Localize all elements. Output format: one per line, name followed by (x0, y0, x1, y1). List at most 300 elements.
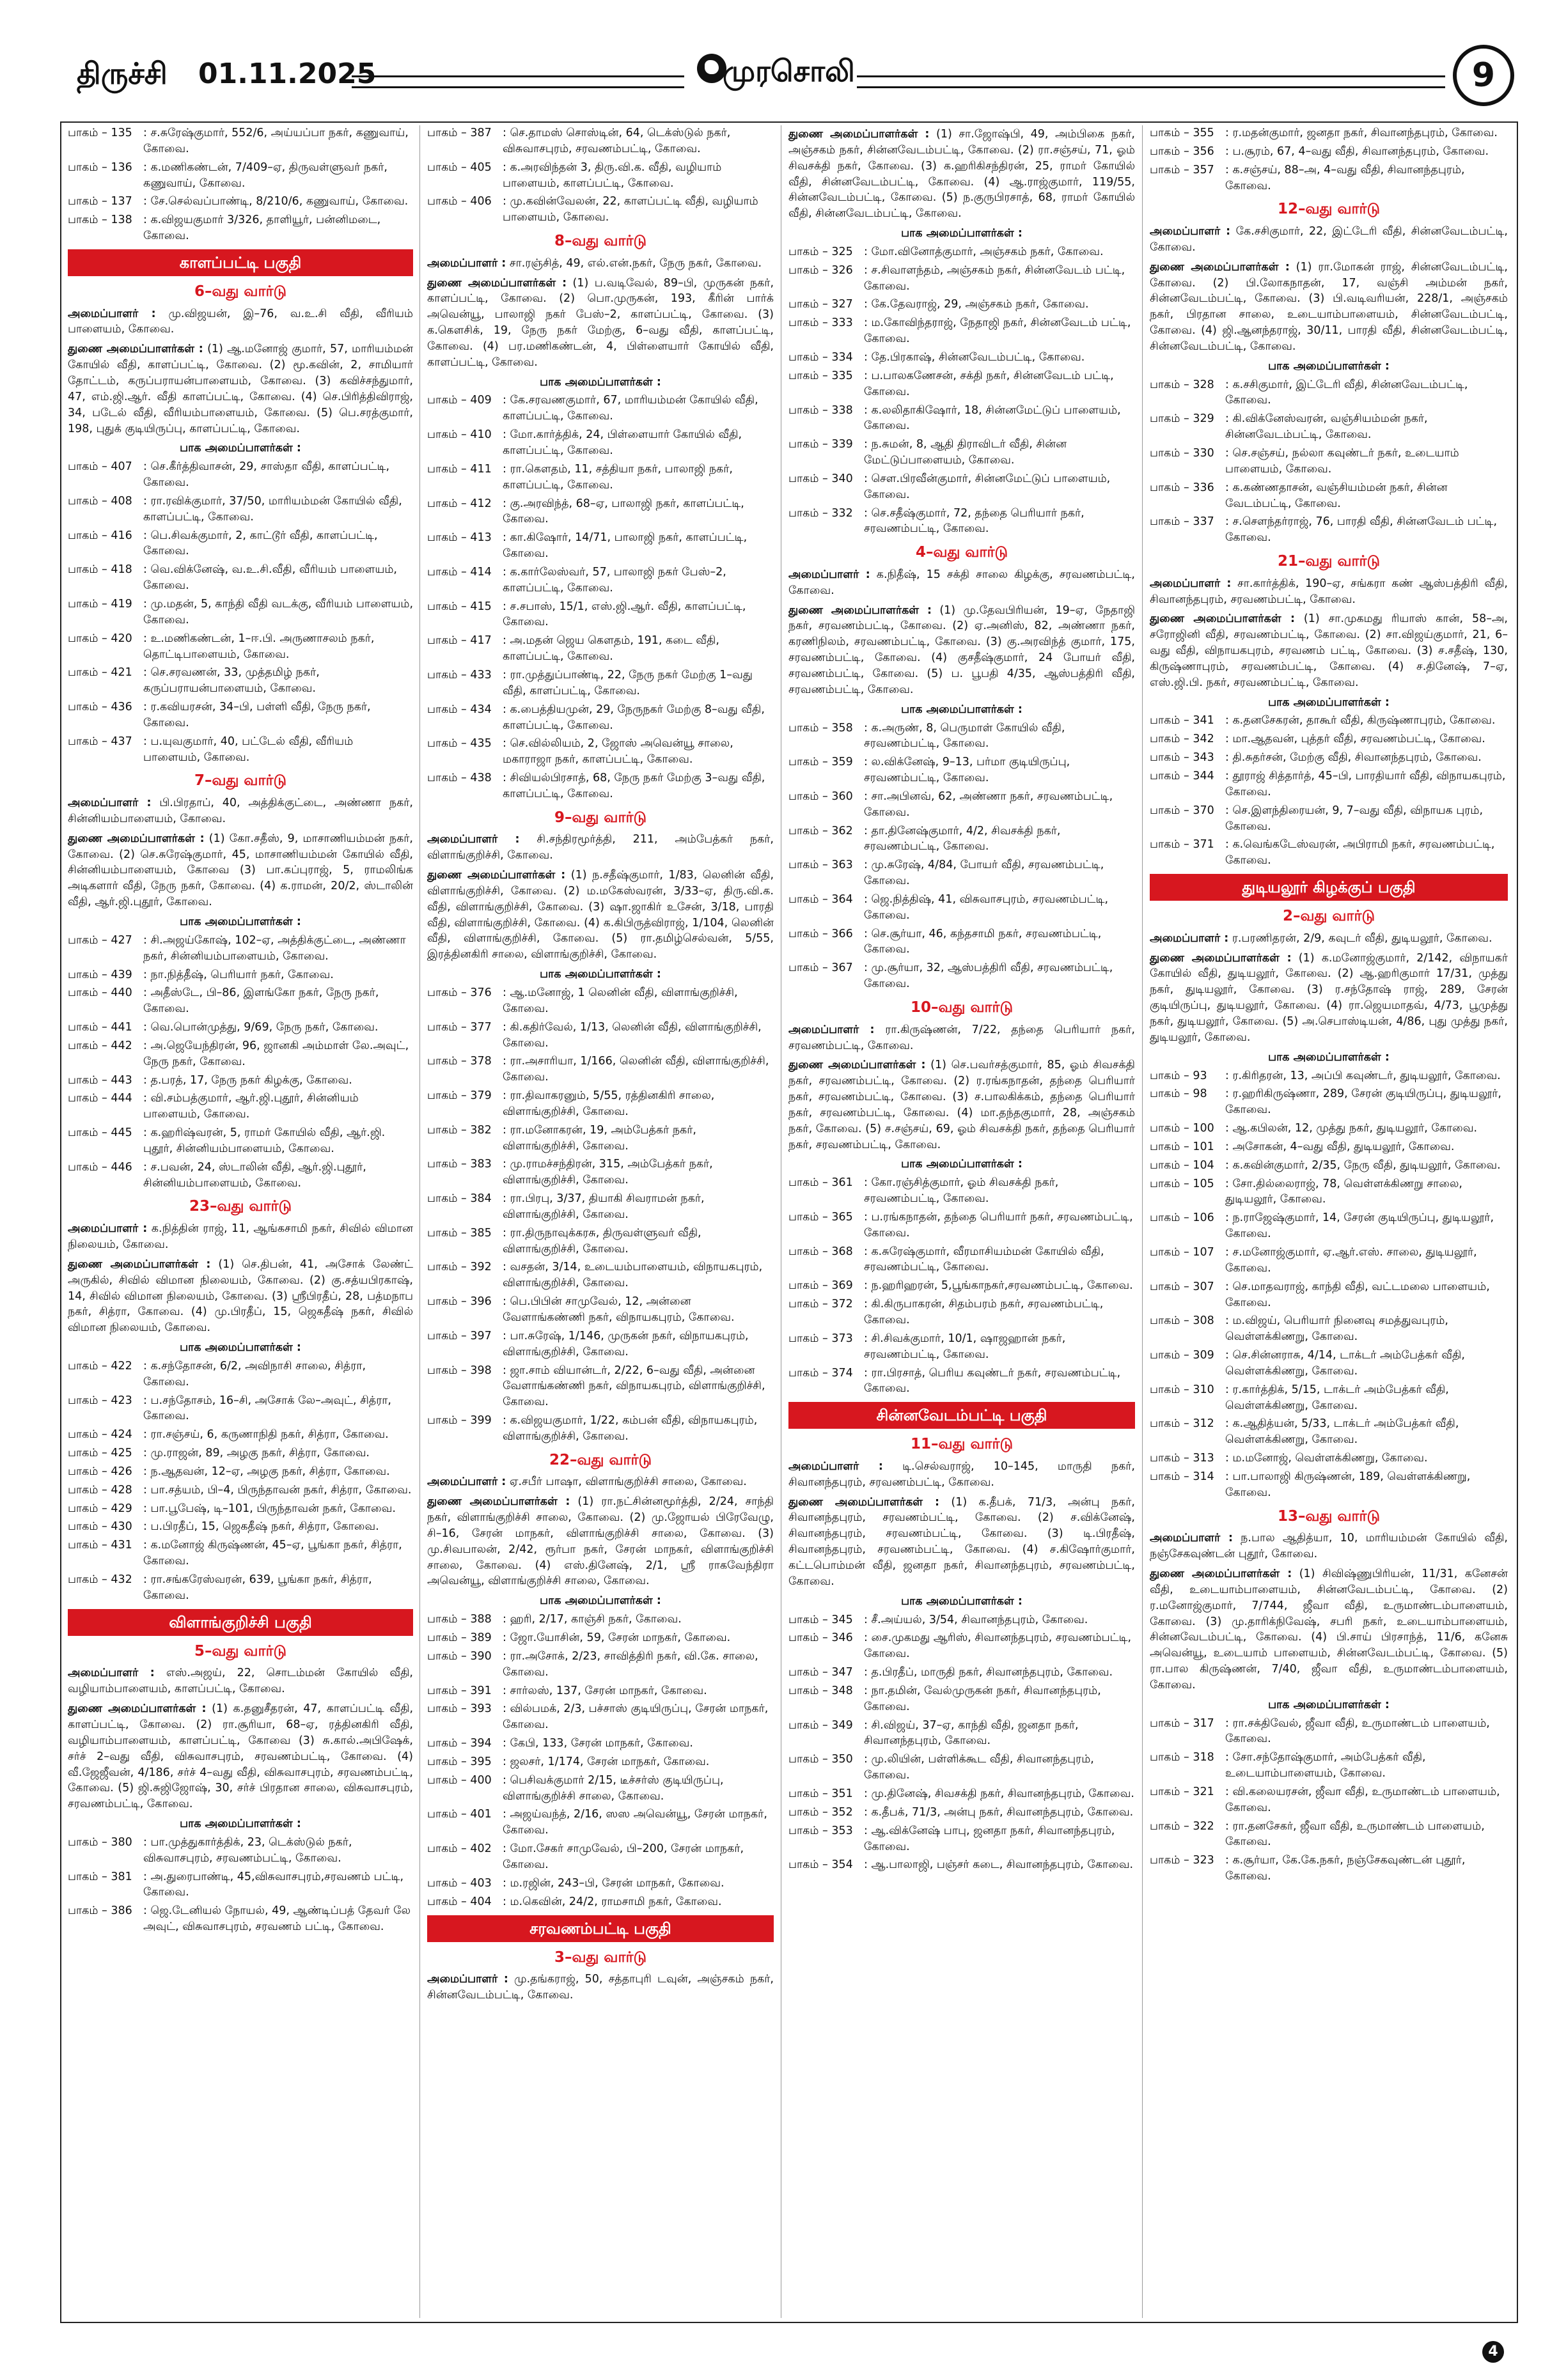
role-details: (1) செ.பவர்சத்குமார், 85, ஓம் சிவசக்தி நகர், சரவணம்பட்டி, கோவை. (2) ர.ரங்கநாதன், தந்தை பெரியார் நகர், சரவணம்பட்டி, கோவை. (3) ச.பாலகிக்கம், தந்தை பெரியார் நகர், சரவணம்பட்டி, கோவை. (4) மா.தந்தகுமார், 28, அஞ்சகம் நகர், கோவை. (5) ச.சஞ்சய், 69, ஓம் சிவசக்தி நகர், தந்தை பெரியார் நகர், சரவணம்பட்டி, கோவை. (788, 1059, 1135, 1151)
booth-number: பாகம் – 308 (1150, 1314, 1214, 1328)
booth-number: பாகம் – 427 (68, 933, 132, 947)
booth-number: பாகம் – 442 (68, 1039, 132, 1052)
booth-entry (1150, 144, 1508, 160)
booth-number: பாகம் – 329 (1150, 412, 1214, 426)
booth-entry (1150, 125, 1508, 141)
booth-entry (1150, 1750, 1508, 1782)
role-label: அமைப்பாளர் : (68, 1222, 148, 1236)
booth-entry (427, 194, 774, 226)
booth-coordinator: : ப.பிரதீப், 15, ஜெகதீஷ் நகர், சித்ரா, கோவை. (143, 1520, 379, 1534)
booth-entry (1150, 731, 1508, 747)
booth-number: பாகம் – 352 (788, 1805, 853, 1819)
booth-entry (427, 462, 774, 494)
booth-entry (68, 1835, 413, 1867)
booth-entry (427, 599, 774, 631)
booth-entry (68, 1482, 413, 1498)
booth-number: பாகம் – 364 (788, 892, 853, 906)
booth-number: பாகம் – 93 (1150, 1069, 1207, 1082)
column-divider (419, 125, 420, 2318)
booth-entry (427, 125, 774, 157)
organizer-paragraph (427, 1972, 774, 2003)
organizer-paragraph (788, 1057, 1135, 1153)
booth-subheading: பாக அமைப்பாளர்கள் : (540, 1594, 661, 1608)
booth-coordinator: : சிவியல்பிரசாத், 68, நேரு நகர் மேற்கு 3–வது வீதி, காளப்பட்டி, கோவை. (503, 772, 765, 800)
organizer-paragraph (1150, 1566, 1508, 1693)
booth-number: பாகம் – 429 (68, 1502, 132, 1515)
booth-coordinator: : க.சஞ்சய், 88–அ, 4–வது வீதி, சிவானந்தபுரம், கோவை. (1225, 163, 1465, 192)
booth-entry (427, 1841, 774, 1873)
booth-number: பாகம் – 330 (1150, 447, 1214, 460)
booth-entry (788, 471, 1135, 503)
booth-coordinator: : அ.மதன் ஜெய கௌதம், 191, கடை வீதி, காளப்பட்டி, கோவை. (503, 634, 719, 664)
booth-coordinator: : ரா.திவாகரனும், 5/55, ரத்தினகிரி சாலை, விளாங்குறிச்சி, கோவை. (503, 1089, 715, 1118)
booth-coordinator: : ஜெ.நித்திஷ், 41, விசுவாசபுரம், சரவணம்பட்டி, கோவை. (864, 892, 1109, 922)
booth-number: பாகம் – 387 (427, 127, 492, 139)
booth-number: பாகம் – 313 (1150, 1452, 1214, 1465)
booth-number: பாகம் – 438 (427, 772, 492, 785)
booth-entry (788, 506, 1135, 538)
booth-entry (1150, 803, 1508, 835)
booth-number: பாகம் – 358 (788, 721, 853, 735)
role-details: (1) ப.வடிவேல், 89–பி, முருகன் நகர், காளப்பட்டி, கோவை. (2) பொ.முருகன், 193, கீரின் பார்க் அவென்யூ, பாலாஜி நகர் பேஸ்–2, காளப்பட்டி, கோவை. (3) க.கௌசிக், 19, நேரு நகர் மேற்கு, 6–வது வீதி, காளப்பட்டி, கோவை. (4) பர.மணிகண்டன், 4, பிள்ளையார் கோயில் வீதி, காளப்பட்டி, கோவை. (427, 276, 774, 369)
booth-number: பாகம் – 431 (68, 1539, 132, 1552)
booth-number: பாகம் – 428 (68, 1483, 132, 1497)
booth-number: பாகம் – 425 (68, 1447, 132, 1460)
role-label: அமைப்பாளர் : (1150, 577, 1232, 590)
booth-coordinator: : மு.மதன், 5, காந்தி வீதி வடக்கு, வீரியம் பாளையம், கோவை. (143, 597, 413, 626)
booth-entry (1150, 1853, 1508, 1885)
booth-coordinator: : சை.முகமது ஆரிஸ், சிவானந்தபுரம், சரவணம்பட்டி, கோவை. (864, 1631, 1132, 1661)
role-details: சா.ரஞ்சித், 49, எல்.என்.நகர், நேரு நகர், கோவை. (506, 256, 762, 270)
role-details: (1) க.தீபக், 71/3, அன்பு நகர், சிவானந்தபுரம், சரவணம்பட்டி, கோவை. (2) ச.விக்னேஷ், சிவானந்தபுரம், சரவணம்பட்டி, கோவை. (3) டி.பிரதீஷ், சிவானந்தபுரம், சரவணம்பட்டி, கோவை. (4) ச.கிஷோர்குமார், கட்டபொம்மன் வீதி, ஜனதா நகர், சிவானந்தபுரம், சரவணம்பட்டி, கோவை. (788, 1495, 1135, 1588)
booth-number: பாகம் – 328 (1150, 378, 1214, 391)
organizer-paragraph (1150, 260, 1508, 355)
role-label: அமைப்பாளர் : (788, 1023, 875, 1036)
booth-entry (68, 1393, 413, 1425)
booth-number: பாகம் – 335 (788, 369, 853, 382)
booth-coordinator: : ச.சுரேஷ்குமார், 552/6, அய்யப்பா நகர், கணுவாய், கோவை. (143, 127, 409, 155)
booth-entry (427, 1701, 774, 1733)
booth-number: பாகம் – 322 (1150, 1819, 1214, 1833)
booth-entry (68, 631, 413, 663)
booth-entry (1150, 514, 1508, 546)
booth-subheading: பாக அமைப்பாளர்கள் : (540, 968, 661, 981)
role-details: எஸ்.அஜய், 22, சொடம்மன் கோயில் வீதி, வழியாம்பாளையம், காளப்பட்டி, கோவை. (68, 1667, 413, 1696)
booth-coordinator: : சார்லஸ், 137, சேரன் மாநகர், கோவை. (503, 1684, 707, 1697)
ward-heading: 13–வது வார்டு (1277, 1507, 1381, 1525)
booth-coordinator: : க.சுரேஷ்குமார், வீரமாசியம்மன் கோயில் வீதி, சரவணம்பட்டி, கோவை. (864, 1245, 1104, 1274)
booth-subheading: பாக அமைப்பாளர்கள் : (1268, 696, 1390, 709)
role-details: பி.பிரதாப், 40, அத்திக்குட்டை, அண்ணா நகர், சின்னியம்பாளையம், கோவை. (68, 797, 413, 825)
booth-entry (68, 1903, 413, 1935)
booth-number: பாகம் – 413 (427, 531, 492, 545)
role-label: துணை அமைப்பாளர்கள் : (788, 603, 932, 617)
role-label: அமைப்பாளர் : (427, 256, 506, 270)
booth-entry (1150, 1121, 1508, 1137)
booth-number: பாகம் – 380 (68, 1835, 132, 1849)
booth-number: பாகம் – 416 (68, 529, 132, 542)
booth-coordinator: : சி.அஜய்கோஷ், 102–ஏ, அத்திக்குட்டை, அண்ணா நகர், சின்னியம்பாளையம், கோவை. (143, 933, 406, 963)
booth-coordinator: : ப.ரங்கநாதன், தந்தை பெரியார் நகர், சரவணம்பட்டி, கோவை. (864, 1210, 1133, 1240)
booth-coordinator: : க.கண்ணதாசன், வஞ்சியம்மன் நகர், சின்ன வேடம்பட்டி, கோவை. (1225, 481, 1448, 510)
booth-subheading: பாக அமைப்பாளர்கள் : (1268, 1050, 1390, 1064)
booth-number: பாகம் – 312 (1150, 1417, 1214, 1431)
booth-coordinator: : சோ.சந்தோஷ்குமார், அம்பேத்கர் வீதி, உடையாம்பாளையம், கோவை. (1225, 1751, 1426, 1780)
booth-number: பாகம் – 339 (788, 438, 853, 451)
role-label: துணை அமைப்பாளர்கள் : (68, 1257, 211, 1271)
booth-number: பாகம் – 397 (427, 1329, 492, 1342)
booth-number: பாகம் – 347 (788, 1666, 853, 1679)
booth-entry (788, 823, 1135, 855)
booth-number: பாகம் – 310 (1150, 1383, 1214, 1396)
booth-number: பாகம் – 360 (788, 789, 853, 803)
booth-number: பாகம் – 371 (1150, 838, 1214, 852)
booth-number: பாகம் – 346 (788, 1631, 853, 1645)
booth-coordinator: : கி.கிருபாகரன், சிதம்பரம் நகர், சரவணம்பட்டி, கோவை. (864, 1298, 1104, 1326)
booth-number: பாகம் – 357 (1150, 163, 1214, 176)
booth-entry (1150, 768, 1508, 800)
booth-number: பாகம் – 345 (788, 1613, 853, 1626)
booth-entry (788, 754, 1135, 786)
booth-coordinator: : ஆ.விக்னேஷ் பாபு, ஜனதா நகர், சிவானந்தபுரம், கோவை. (864, 1824, 1115, 1853)
organizer-paragraph (427, 276, 774, 371)
role-details: (1) ந.சதீஷ்குமார், 1/83, லெனின் வீதி, விளாங்குறிச்சி, கோவை. (2) ம.மகேஸ்வரன், 3/33–ஏ, திரு.வி.க. வீதி, விளாங்குறிச்சி, கோவை. (3) ஷா.ஜாகிர் உசேன், 3/18, பாரதி வீதி, விளாங்குறிச்சி, கோவை. (4) க.கிபிருத்விராஜ், 1/104, லெனின் வீதி, விளாங்குறிச்சி, கோவை. (5) ரா.தமிழ்செல்வன், 5/55, இரத்தினகிரி சாலை, விளாங்குறிச்சி, கோவை. (427, 869, 774, 961)
booth-entry (427, 736, 774, 768)
booth-entry (427, 1612, 774, 1628)
booth-coordinator: : ந.ராஜேஷ்குமார், 14, சேரன் குடியிருப்பு, துடியலூர், கோவை. (1225, 1211, 1494, 1241)
booth-entry (68, 125, 413, 157)
booth-coordinator: : மு.சுரேஷ், 4/84, போயர் வீதி, சரவணம்பட்டி, கோவை. (864, 859, 1104, 888)
booth-coordinator: : மு.ராமச்சந்திரன், 315, அம்பேத்கர் நகர், விளாங்குறிச்சி, கோவை. (503, 1158, 713, 1187)
booth-number: பாகம் – 437 (68, 735, 132, 748)
booth-number: பாகம் – 372 (788, 1298, 853, 1311)
booth-coordinator: : மோ.வினோத்குமார், அஞ்சகம் நகர், கோவை. (864, 245, 1104, 258)
role-details: க.நிதீஷ், 15 சக்தி சாலை கிழக்கு, சரவணம்பட்டி, கோவை. (788, 568, 1135, 597)
booth-number: பாகம் – 100 (1150, 1122, 1214, 1135)
booth-coordinator: : செ.சஞ்சய், நல்லா கவுண்டர் நகர், உடையாம் பாளையம், கோவை. (1225, 447, 1459, 476)
booth-coordinator: : க.சசிகுமார், இட்டேரி வீதி, சின்னவேடம்பட்டி, கோவை. (1225, 378, 1468, 407)
booth-entry (1150, 1348, 1508, 1380)
booth-coordinator: : ந.ஆதவன், 12–ஏ, அழகு நகர், சித்ரா, கோவை. (143, 1465, 390, 1478)
role-details: ஏ.சபீர் பாஷா, விளாங்குறிச்சி சாலை, கோவை. (506, 1475, 747, 1489)
booth-coordinator: : நா.நித்தீஷ், பெரியார் நகர், கோவை. (143, 968, 334, 981)
booth-entry (427, 1413, 774, 1445)
role-details: சி.சந்திரமூர்த்தி, 211, அம்பேத்கர் நகர், விளாங்குறிச்சி, கோவை. (427, 833, 774, 862)
booth-number: பாகம் – 370 (1150, 804, 1214, 817)
organizer-paragraph (1150, 224, 1508, 256)
role-label: துணை அமைப்பாளர்கள் : (1150, 951, 1292, 965)
organizer-paragraph (68, 1257, 413, 1336)
booth-coordinator: : ஹரி, 2/17, காஞ்சி நகர், கோவை. (503, 1613, 682, 1626)
booth-number: பாகம் – 342 (1150, 733, 1214, 746)
booth-entry (68, 528, 413, 560)
booth-number: பாகம் – 323 (1150, 1854, 1214, 1867)
booth-coordinator: : கா.கிஷோர், 14/71, பாலாஜி நகர், காளப்பட்டி, கோவை. (503, 531, 748, 561)
booth-entry (427, 496, 774, 528)
booth-entry (427, 770, 774, 802)
booth-number: பாகம் – 336 (1150, 481, 1214, 494)
booth-entry (788, 350, 1135, 366)
column-1 (68, 125, 413, 2318)
booth-coordinator: : ப.பாலகணேசன், சக்தி நகர், சின்னவேடம் பட்டி, கோவை. (864, 369, 1114, 398)
column-4 (1150, 125, 1508, 2318)
booth-subheading: பாக அமைப்பாளர்கள் : (901, 1158, 1022, 1171)
role-details: (1) ரா.நட்சின்னமூர்த்தி, 2/24, சாந்தி நகர், விளாங்குறிச்சி சாலை, கோவை. (2) மு.ஜோயல் பிரேவேழு, சி–16, சேரன் மாநகர், விளாங்குறிச்சி சாலை, கோவை. (3) மு.சிவபாலன், 2/42, ரூர்பா நகர், சேரன் மாநகர், விளாங்குறிச்சி சாலை, கோவை. (4) எஸ்.தினேஷ், 2/1, ஸ்ரீ ராகவேந்திரா அவென்யூ, விளாங்குறிச்சி சாலை, கோவை. (427, 1495, 774, 1588)
booth-number: பாகம் – 318 (1150, 1751, 1214, 1764)
booth-number: பாகம் – 368 (788, 1245, 853, 1258)
booth-entry (1150, 1210, 1508, 1242)
booth-number: பாகம் – 307 (1150, 1280, 1214, 1293)
booth-coordinator: : சி.சிவக்குமார், 10/1, ஷாஜஹான் நகர், சரவணம்பட்டி, கோவை. (864, 1332, 1066, 1361)
organizer-paragraph (68, 341, 413, 437)
booth-entry (1150, 162, 1508, 194)
organizer-paragraph (68, 795, 413, 827)
booth-coordinator: : பெ.சிவக்குமார், 2, காட்டூர் வீதி, காளப்பட்டி, கோவை. (143, 529, 378, 558)
booth-number: பாகம் – 369 (788, 1279, 853, 1293)
booth-number: பாகம் – 401 (427, 1808, 492, 1821)
booth-entry (788, 1665, 1135, 1681)
ward-heading: 21–வது வார்டு (1277, 553, 1381, 570)
booth-number: பாகம் – 390 (427, 1649, 492, 1663)
booth-coordinator: : செ.சரவணன், 33, முத்தமிழ் நகர், கருப்பராயன்பாளையம், கோவை. (143, 666, 320, 696)
booth-number: பாகம் – 101 (1150, 1140, 1214, 1153)
booth-number: பாகம் – 366 (788, 927, 853, 940)
booth-coordinator: : ர.கார்த்திக், 5/15, டாக்டர் அம்பேத்கர் வீதி, வெள்ளக்கிணறு, கோவை. (1225, 1383, 1449, 1412)
booth-entry (788, 1612, 1135, 1628)
booth-number: பாகம் – 446 (68, 1160, 132, 1174)
role-label: அமைப்பாளர் : (788, 568, 870, 581)
booth-coordinator: : சி.விஜய், 37–ஏ, காந்தி வீதி, ஜனதா நகர், சிவானந்தபுரம், கோவை. (864, 1718, 1079, 1748)
booth-coordinator: : செ.மாதவராஜ், காந்தி வீதி, வட்டமலை பாளையம், கோவை. (1225, 1280, 1490, 1309)
booth-number: பாகம் – 361 (788, 1176, 853, 1190)
booth-number: பாகம் – 406 (427, 195, 492, 208)
booth-coordinator: : ரா.சக்திவேல், ஜீவா வீதி, உருமாண்டம் பாளையம், கோவை. (1225, 1716, 1490, 1746)
booth-coordinator: : பா.பூபேஷ், டி–101, பிருந்தாவன் நகர், கோவை. (143, 1502, 396, 1515)
role-details: (1) மு.தேவபிரியன், 19–ஏ, நேதாஜி நகர், சரவணம்பட்டி, கோவை. (2) ஏ.அனிஸ், 82, அண்ணா நகர், கரணிநிலம், சரவணம்பட்டி, கோவை. (3) கு.அரவிந்த் குமார், 175, சரவணம்பட்டி, கோவை. (4) குசதீஷ்குமார், 24 போயர் வீதி, சரவணம்பட்டி, கோவை. (5) ப. பூபதி 4/35, ஆஸ்பத்திரி வீதி, சரவணம்பட்டி, கோவை. (788, 603, 1135, 696)
booth-coordinator: : ரா.தனசேகர், ஜீவா வீதி, உருமாண்டம் பாளையம், கோவை. (1225, 1819, 1485, 1849)
booth-coordinator: : க.தீபக், 71/3, அன்பு நகர், சிவானந்தபுரம், கோவை. (864, 1805, 1134, 1819)
booth-coordinator: : கி.கதிர்வேல், 1/13, லெனின் வீதி, விளாங்குறிச்சி, கோவை. (503, 1020, 762, 1050)
booth-coordinator: : உ.மணிகண்டன், 1–ஈ.பி. அருணாசலம் நகர், தொட்டிபாளையம், கோவை. (143, 632, 375, 661)
booth-number: பாகம் – 138 (68, 214, 132, 227)
booth-coordinator: : கோ.ரஞ்சித்குமார், ஓம் சிவசக்தி நகர், சரவணம்பட்டி, கோவை. (864, 1176, 1059, 1206)
booth-number: பாகம் – 399 (427, 1414, 492, 1427)
booth-number: பாகம் – 317 (1150, 1716, 1214, 1730)
booth-number: பாகம் – 326 (788, 263, 853, 277)
booth-entry (68, 1073, 413, 1089)
booth-coordinator: : அசோகன், 4–வது வீதி, துடியலூர், கோவை. (1225, 1140, 1455, 1153)
booth-coordinator: : வெ.விக்னேஷ், வ.உ.சி.வீதி, வீரியம் பாளையம், கோவை. (143, 563, 397, 593)
booth-entry (1150, 837, 1508, 869)
booth-coordinator: : செ.வில்லியம், 2, ஜோஸ் அவென்யூ சாலை, மகாராஜா நகர், காளப்பட்டி, கோவை. (503, 737, 733, 766)
booth-number: பாகம் – 351 (788, 1787, 853, 1800)
booth-entry (788, 1823, 1135, 1855)
role-label: அமைப்பாளர் : (68, 797, 152, 810)
booth-entry (788, 263, 1135, 295)
booth-entry (788, 437, 1135, 469)
booth-entry (427, 633, 774, 665)
booth-coordinator: : ச.சபாஸ், 15/1, எஸ்.ஜி.ஆர். வீதி, காளப்பட்டி, கோவை. (503, 600, 746, 629)
role-details: மு.விஜயன், இ–76, வ.உ.சி வீதி, வீரியம் பாளையம், கோவை. (68, 307, 413, 336)
booth-entry (788, 720, 1135, 752)
organizer-paragraph (1150, 611, 1508, 690)
booth-entry (68, 1572, 413, 1604)
booth-coordinator: : செ.தாமஸ் சொஸ்டின், 64, டெக்ஸ்டுல் நகர், விசுவாசபுரம், சரவணம்பட்டி, கோவை. (503, 127, 731, 155)
booth-number: பாகம் – 343 (1150, 751, 1214, 765)
booth-number: பாகம் – 384 (427, 1192, 492, 1206)
booth-entry (427, 1894, 774, 1910)
booth-number: பாகம் – 441 (68, 1021, 132, 1034)
organizer-paragraph (788, 1495, 1135, 1590)
role-details: டி.செல்வராஜ், 10–145, மாருதி நகர், சிவானந்தபுரம், சரவணம்பட்டி, கோவை. (788, 1459, 1135, 1489)
organizer-paragraph (427, 1474, 774, 1490)
booth-coordinator: : ச.சௌந்தர்ராஜ், 76, பாரதி வீதி, சின்னவேடம் பட்டி, கோவை. (1225, 515, 1498, 545)
booth-coordinator: : வி.கலையரசன், ஜீவா வீதி, உருமாண்டம் பாளையம், கோவை. (1225, 1785, 1500, 1814)
booth-number: பாகம் – 379 (427, 1089, 492, 1103)
booth-number: பாகம் – 327 (788, 298, 853, 311)
booth-coordinator: : கேபி, 133, சேரன் மாநகர், கோவை. (503, 1737, 693, 1750)
booth-coordinator: : கு.அரவிந்த், 68–ஏ, பாலாஜி நகர், காளப்பட்டி, கோவை. (503, 497, 744, 526)
booth-number: பாகம் – 377 (427, 1020, 492, 1034)
booth-coordinator: : க.சூர்யா, கே.கே.நகர், நஞ்சேகவுண்டன் புதூர், கோவை. (1225, 1854, 1466, 1883)
booth-entry (68, 1869, 413, 1901)
masthead-rule-right (857, 75, 1445, 88)
booth-coordinator: : அ.ஜெயேந்திரன், 96, ஜானகி அம்மாள் லே.அவுட், நேரு நகர், கோவை. (143, 1039, 409, 1068)
booth-number: பாகம் – 409 (427, 394, 492, 407)
organizer-paragraph (1150, 931, 1508, 947)
role-details: மு.தங்கராஜ், 50, சத்தாபுரி டவுன், அஞ்சகம் நகர், சின்னவேடம்பட்டி, கோவை. (427, 1973, 774, 2002)
booth-coordinator: : த.பிரதீப், மாருதி நகர், சிவானந்தபுரம், கோவை. (864, 1666, 1113, 1679)
booth-entry (1150, 1279, 1508, 1311)
booth-coordinator: : க.பைத்தியமுன், 29, நேருநகர் மேற்கு 8–வது வீதி, காளப்பட்டி, கோவை. (503, 703, 765, 732)
booth-subheading: பாக அமைப்பாளர்கள் : (180, 915, 301, 928)
booth-number: பாகம் – 321 (1150, 1785, 1214, 1798)
booth-entry (68, 985, 413, 1017)
role-details: (1) சிவிஷ்ணுபிரியன், 11/31, கனேசன் வீதி, உடையாம்பாளையம், சின்னவேடம்பட்டி, கோவை. (2) ர.மனோஜ்குமார், 7/744, ஜீவா வீதி, உருமாண்டம்பாளையம், கோவை. (3) மு.தாரிக்நிவேஷ், சபரி நகர், உடையாம்பாளையம், சின்னவேடம்பட்டி, கோவை. (4) பி.சாய் பிரசாந்த், 11/6, கனேசு அவென்யூ, உடையாம் பாளையம், சின்னவேடம்பட்டி, கோவை. (5) ரா.பால கிருஷ்ணன், 7/40, ஜீவா வீதி, உருமாண்டம்பாளையம், கோவை. (1150, 1567, 1508, 1692)
booth-coordinator: : மோ.சேகர் சாமுவேல், பி–200, சேரன் மாநகர், கோவை. (503, 1842, 744, 1871)
booth-coordinator: : பெ.பிபின் சாமுவேல், 12, அன்னை வேளாங்கண்ணி நகர், விநாயகபுரம், கோவை. (503, 1295, 735, 1324)
booth-number: பாகம் – 410 (427, 428, 492, 442)
booth-coordinator: : செ.கீர்த்திவாசன், 29, சாஸ்தா வீதி, காளப்பட்டி, கோவை. (143, 460, 390, 490)
role-label: துணை அமைப்பாளர்கள் : (788, 128, 930, 141)
role-label: துணை அமைப்பாளர்கள் : (427, 276, 567, 290)
booth-entry (427, 1773, 774, 1805)
role-label: அமைப்பாளர் : (1150, 931, 1229, 945)
booth-coordinator: : க.ஆதித்யன், 5/33, டாக்டர் அம்பேத்கர் வீதி, வெள்ளக்கிணறு, கோவை. (1225, 1417, 1459, 1447)
booth-number: பாகம் – 426 (68, 1465, 132, 1478)
booth-entry (68, 933, 413, 965)
booth-coordinator: : ரா.பிரசாத், பெரிய கவுண்டர் நகர், சரவணம்பட்டி, கோவை. (864, 1366, 1121, 1396)
booth-subheading: பாக அமைப்பாளர்கள் : (901, 227, 1022, 240)
booth-number: பாகம் – 400 (427, 1773, 492, 1787)
booth-number: பாகம் – 373 (788, 1332, 853, 1345)
booth-subheading: பாக அமைப்பாளர்கள் : (180, 1817, 301, 1831)
booth-coordinator: : ர.கிரிதரன், 13, அப்பி கவுண்டர், துடியலூர், கோவை. (1225, 1069, 1501, 1082)
booth-entry (1150, 1819, 1508, 1851)
ward-heading: 8–வது வார்டு (554, 233, 647, 250)
role-label: துணை அமைப்பாளர்கள் : (427, 1495, 570, 1509)
booth-coordinator: : ம.ரஜின், 243–பி, சேரன் மாநகர், கோவை. (503, 1876, 725, 1890)
booth-entry (788, 368, 1135, 400)
booth-coordinator: : ப.சூரம், 67, 4–வது வீதி, சிவானந்தபுரம், கோவை. (1225, 144, 1489, 158)
booth-entry (427, 1020, 774, 1052)
booth-number: பாகம் – 359 (788, 756, 853, 769)
booth-number: பாகம் – 374 (788, 1366, 853, 1380)
ward-heading: 11–வது வார்டு (910, 1436, 1014, 1453)
booth-coordinator: : மு.லியின், பள்ளிக்கூட வீதி, சிவானந்தபுரம், கோவை. (864, 1753, 1094, 1782)
area-heading: சின்னவேடம்பட்டி பகுதி (788, 1402, 1135, 1429)
booth-coordinator: : ம.கோவிந்தராஜ், நேதாஜி நகர், சின்னவேடம் பட்டி, கோவை. (864, 316, 1131, 346)
booth-entry (427, 1649, 774, 1681)
booth-coordinator: : சே.செல்வப்பாண்டி, 8/210/6, கணுவாய், கோவை. (143, 195, 409, 208)
booth-subheading: பாக அமைப்பாளர்கள் : (540, 375, 661, 389)
booth-coordinator: : ரா.திருநாவுக்கரசு, திருவள்ளுவர் வீதி, விளாங்குறிச்சி, கோவை. (503, 1226, 701, 1256)
organizer-paragraph (1150, 576, 1508, 608)
booth-entry (788, 960, 1135, 992)
booth-coordinator: : ச.பவன், 24, ஸ்டாலின் வீதி, ஆர்.ஜி.புதூர், சின்னியம்பாளையம், கோவை. (143, 1160, 366, 1190)
booth-number: பாகம் – 135 (68, 127, 132, 139)
booth-number: பாகம் – 404 (427, 1895, 492, 1908)
booth-entry (68, 1091, 413, 1123)
booth-number: பாகம் – 398 (427, 1364, 492, 1377)
booth-entry (788, 244, 1135, 260)
booth-coordinator: : செ.இளந்திரையன், 9, 7–வது வீதி, விநாயக புரம், கோவை. (1225, 804, 1484, 833)
booth-number: பாகம் – 414 (427, 565, 492, 579)
booth-entry (788, 926, 1135, 958)
booth-entry (1150, 411, 1508, 443)
booth-entry (1150, 1158, 1508, 1174)
booth-number: பாகம் – 365 (788, 1210, 853, 1224)
organizer-paragraph (427, 832, 774, 864)
booth-number: பாகம் – 433 (427, 668, 492, 681)
booth-number: பாகம் – 356 (1150, 144, 1214, 158)
booth-entry (68, 160, 413, 192)
booth-coordinator: : நா.தமின், வேல்முருகன் நகர், சிவானந்தபுரம், கோவை. (864, 1684, 1101, 1713)
booth-coordinator: : ரா.பிரபு, 3/37, தியாகி சிவராமன் நகர், விளாங்குறிச்சி, கோவை. (503, 1192, 705, 1221)
booth-entry (68, 1445, 413, 1461)
booth-number: பாகம் – 418 (68, 563, 132, 577)
booth-entry (427, 160, 774, 192)
booth-entry (427, 1156, 774, 1188)
booth-coordinator: : க.மணிகண்டன், 7/409–ஏ, திருவள்ளுவர் நகர், கணுவாய், கோவை. (143, 160, 388, 190)
booth-number: பாகம் – 443 (68, 1073, 132, 1087)
booth-number: பாகம் – 385 (427, 1226, 492, 1240)
booth-number: பாகம் – 98 (1150, 1087, 1207, 1101)
booth-coordinator: : ஆ.கபிலன், 12, முத்து நகர், துடியலூர், கோவை. (1225, 1122, 1478, 1135)
role-label: அமைப்பாளர் : (788, 1459, 883, 1473)
ward-heading: 5–வது வார்டு (194, 1642, 287, 1660)
booth-coordinator: : ம.விஜய், பெரியார் நினைவு சமத்துவபுரம், வெள்ளக்கிணறு, கோவை. (1225, 1314, 1448, 1344)
booth-entry (68, 734, 413, 766)
booth-number: பாகம் – 439 (68, 968, 132, 981)
booth-number: பாகம் – 402 (427, 1842, 492, 1856)
booth-number: பாகம் – 395 (427, 1755, 492, 1768)
booth-coordinator: : ஆ.பாலாஜி, பஞ்சர் கடை, சிவானந்தபுரம், கோவை. (864, 1858, 1134, 1872)
booth-entry (427, 985, 774, 1017)
booth-entry (427, 1630, 774, 1646)
booth-coordinator: : ச.மனோஜ்குமார், ஏ.ஆர்.எஸ். சாலை, துடியலூர், கோவை. (1225, 1245, 1477, 1275)
booth-number: பாகம் – 381 (68, 1870, 132, 1883)
booth-entry (1150, 750, 1508, 766)
booth-number: பாகம் – 337 (1150, 515, 1214, 529)
booth-coordinator: : ரா.சங்கரேஸ்வரன், 639, பூங்கா நகர், சித்ரா, கோவை. (143, 1573, 372, 1602)
booth-entry (68, 1537, 413, 1569)
booth-entry (427, 1088, 774, 1120)
booth-coordinator: : கி.விக்னேஸ்வரன், வஞ்சியம்மன் நகர், சின்னவேடம்பட்டி, கோவை. (1225, 412, 1428, 442)
edition-place: திருச்சி (77, 56, 168, 91)
booth-coordinator: : செ.சின்னராசு, 4/14, டாக்டர் அம்பேத்கர் வீதி, வெள்ளக்கிணறு, கோவை. (1225, 1349, 1465, 1378)
role-details: ந.பால ஆதித்யா, 10, மாரியம்மன் கோயில் வீதி, நஞ்சேகவுண்டன் புதூர், கோவை. (1150, 1532, 1508, 1561)
